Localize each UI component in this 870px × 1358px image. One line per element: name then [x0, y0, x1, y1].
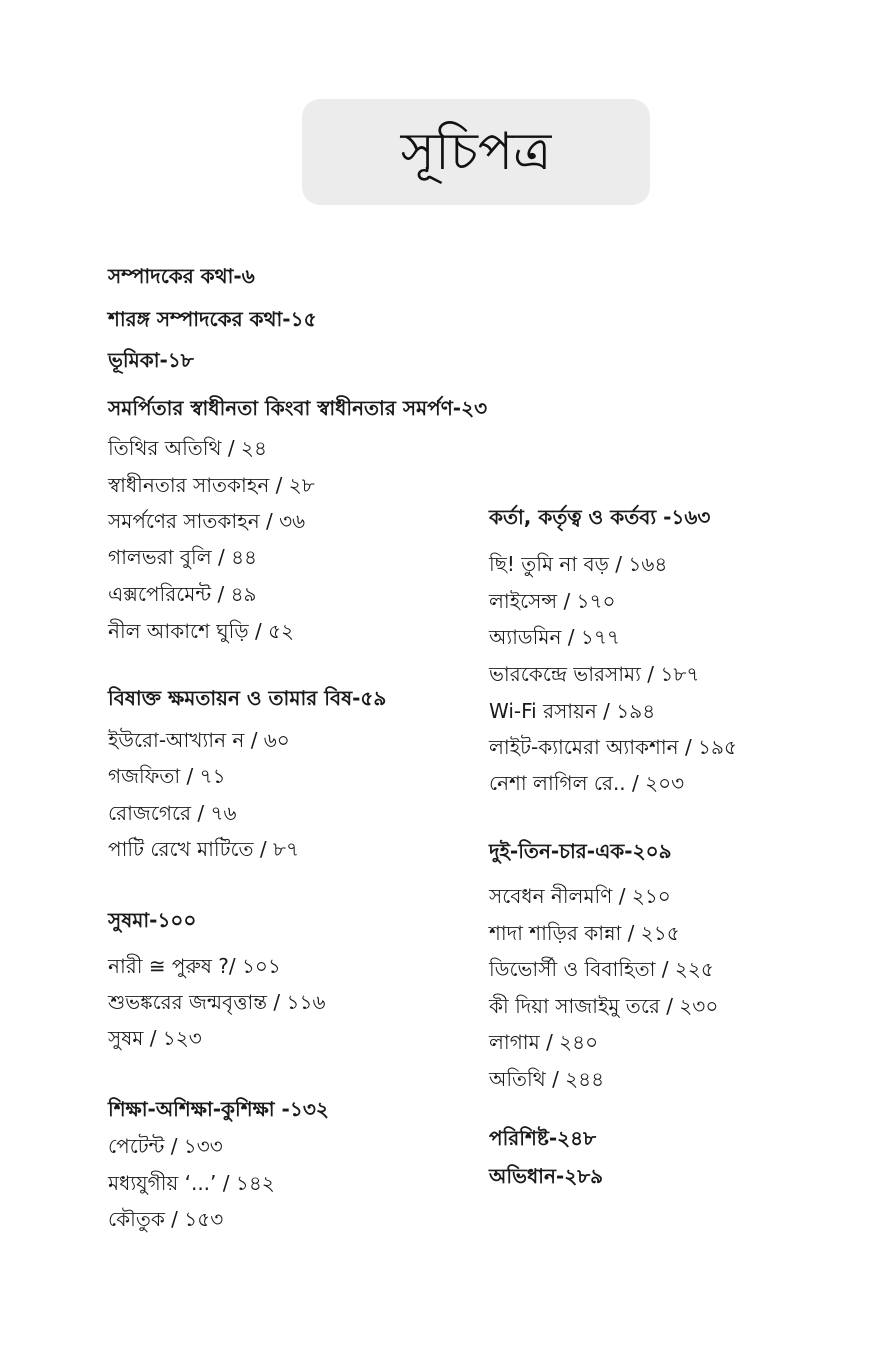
toc-entry: কৌতুক / ১৫৩ [108, 1207, 224, 1231]
toc-entry: লাইসেন্স / ১৭০ [489, 589, 616, 613]
toc-heading: অভিধান-২৮৯ [489, 1164, 604, 1188]
toc-heading: দুই-তিন-চার-এক-২০৯ [489, 839, 672, 863]
toc-entry: পেটেন্ট / ১৩৩ [108, 1134, 223, 1158]
toc-entry: সুষম / ১২৩ [108, 1026, 202, 1050]
title-box [302, 99, 650, 205]
toc-heading: সুষমা-১০০ [108, 908, 197, 932]
toc-entry: রোজগেরে / ৭৬ [108, 801, 237, 825]
page-title: সূচিপত্র [400, 122, 552, 182]
toc-entry: লাইট-ক্যামেরা অ্যাকশান / ১৯৫ [489, 735, 737, 759]
toc-entry: শুভঙ্করের জন্মবৃত্তান্ত / ১১৬ [108, 990, 326, 1014]
toc-heading: সম্পাদকের কথা-৬ [108, 264, 255, 288]
toc-entry: ইউরো-আখ্যান ন / ৬০ [108, 728, 290, 752]
toc-entry: স্বাধীনতার সাতকাহন / ২৮ [108, 473, 315, 497]
toc-entry: লাগাম / ২৪০ [489, 1030, 599, 1054]
toc-heading: সমর্পিতার স্বাধীনতা কিংবা স্বাধীনতার সমর্পণ-২৩ [108, 396, 488, 420]
toc-entry: ডিভোর্সী ও বিবাহিতা / ২২৫ [489, 957, 714, 981]
toc-entry: এক্সপেরিমেন্ট / ৪৯ [108, 582, 257, 606]
toc-entry: সমর্পণের সাতকাহন / ৩৬ [108, 509, 306, 533]
toc-entry: গজফিতা / ৭১ [108, 764, 226, 788]
toc-entry: নীল আকাশে ঘুড়ি / ৫২ [108, 619, 295, 643]
toc-entry: অ্যাডমিন / ১৭৭ [489, 625, 620, 649]
toc-entry: তিথির অতিথি / ২৪ [108, 436, 267, 460]
toc-entry: পাটি রেখে মাটিতে / ৮৭ [108, 837, 299, 861]
toc-entry: Wi-Fi রসায়ন / ১৯৪ [489, 699, 656, 723]
toc-entry: ছি! তুমি না বড় / ১৬৪ [489, 552, 668, 576]
toc-entry: শাদা শাড়ির কান্না / ২১৫ [489, 921, 680, 945]
toc-heading: শারঙ্গ সম্পাদকের কথা-১৫ [108, 307, 317, 331]
toc-heading: শিক্ষা-অশিক্ষা-কুশিক্ষা -১৩২ [108, 1097, 329, 1121]
toc-entry: নেশা লাগিল রে.. / ২০৩ [489, 771, 685, 795]
toc-entry: গালভরা বুলি / ৪৪ [108, 545, 258, 569]
toc-heading: পরিশিষ্ট-২৪৮ [489, 1126, 597, 1150]
toc-entry: কী দিয়া সাজাইমু তরে / ২৩০ [489, 994, 719, 1018]
toc-heading: বিষাক্ত ক্ষমতায়ন ও তামার বিষ-৫৯ [108, 686, 387, 710]
toc-entry: সবেধন নীলমণি / ২১০ [489, 884, 671, 908]
toc-heading: ভূমিকা-১৮ [108, 348, 194, 372]
toc-entry: অতিথি / ২৪৪ [489, 1067, 605, 1091]
toc-entry: ভারকেন্দ্রে ভারসাম্য / ১৮৭ [489, 662, 700, 686]
toc-heading: কর্তা, কর্তৃত্ব ও কর্তব্য -১৬৩ [489, 505, 711, 529]
toc-entry: মধ্যযুগীয় ‘...’ / ১৪২ [108, 1171, 275, 1195]
toc-entry: নারী ≅ পুরুষ ?/ ১০১ [108, 954, 281, 978]
